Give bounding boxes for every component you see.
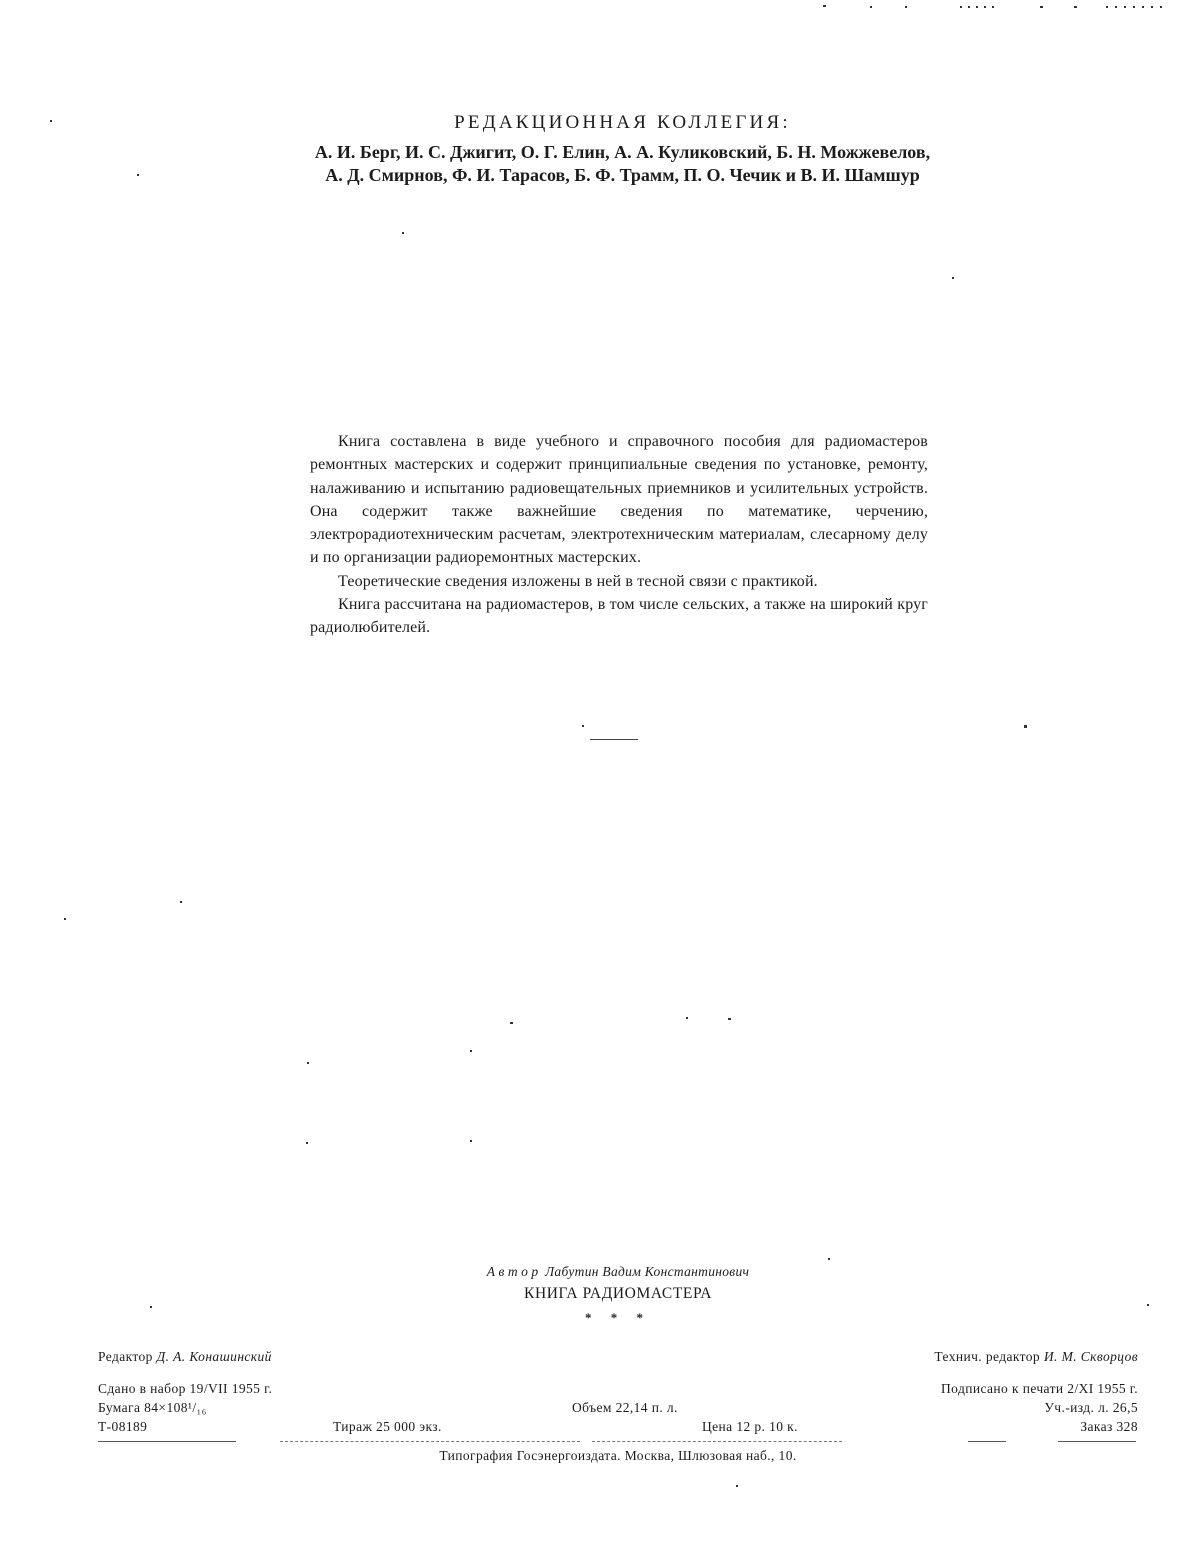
imprint-rule-5 (1058, 1441, 1136, 1442)
scan-speck (870, 6, 872, 8)
publisher-sheets: Уч.-изд. л. 26,5 (1044, 1400, 1138, 1415)
scan-speck (180, 901, 182, 903)
scan-speck (828, 1258, 830, 1260)
order-number: Заказ 328 (1080, 1419, 1138, 1434)
scan-speck (137, 174, 139, 176)
sent-to-set: Сдано в набор 19/VII 1955 г. (98, 1381, 273, 1396)
scan-speck (1040, 6, 1043, 8)
scan-speck (736, 1485, 738, 1487)
scan-speck (960, 6, 1000, 8)
scan-speck (50, 120, 52, 122)
print-run: Тираж 25 000 экз. (333, 1419, 442, 1434)
editor-credit (98, 1349, 272, 1365)
scan-speck (1074, 6, 1077, 8)
editor-name: Д. А. Конашинский (156, 1349, 272, 1364)
book-annotation (310, 430, 928, 640)
scan-speck (952, 277, 954, 279)
scan-speck (307, 1062, 309, 1064)
scan-speck (64, 918, 66, 920)
imprint-rule-4 (968, 1441, 1006, 1442)
tech-editor-name: И. М. Скворцов (1043, 1349, 1138, 1364)
imprint-rule-3 (592, 1441, 842, 1442)
scan-speck (510, 1022, 513, 1024)
scan-speck (1147, 1304, 1149, 1306)
annotation-paragraph-2: Теоретические сведения изложены в ней в тесной связи с практикой. (338, 572, 818, 590)
editorial-board-heading: РЕДАКЦИОННАЯ КОЛЛЕГИЯ: (454, 112, 791, 133)
scan-speck (1106, 6, 1168, 8)
scan-speck (150, 1306, 152, 1308)
section-divider (590, 739, 638, 740)
catalog-code: Т-08189 (98, 1419, 148, 1434)
scan-speck (470, 1140, 472, 1142)
scan-speck (582, 725, 584, 727)
imprint-rule-1 (98, 1441, 236, 1442)
printing-house: Типография Госэнергоиздата. Москва, Шлюзовая наб., 10. (439, 1448, 797, 1463)
scan-speck (905, 6, 907, 8)
author-line (0, 1264, 1200, 1280)
scan-speck (686, 1017, 688, 1019)
scan-speck (470, 1050, 472, 1052)
editorial-board-members-line-2: А. Д. Смирнов, Ф. И. Тарасов, Б. Ф. Трамм, П. О. Чечик и В. И. Шамшур (325, 165, 920, 185)
tech-editor-label: Технич. редактор (934, 1349, 1041, 1364)
paper-format: Бумага 84×108¹/₁₆ (98, 1400, 207, 1415)
signed-to-print: Подписано к печати 2/XI 1955 г. (941, 1381, 1138, 1396)
price: Цена 12 р. 10 к. (702, 1419, 798, 1434)
scan-speck (728, 1018, 731, 1020)
scan-speck (402, 232, 404, 234)
print-volume: Объем 22,14 п. л. (572, 1400, 678, 1415)
scan-speck (1024, 725, 1027, 728)
imprint-rule-2 (280, 1441, 580, 1442)
book-title: КНИГА РАДИОМАСТЕРА (524, 1285, 712, 1302)
scan-speck (306, 1142, 308, 1144)
editorial-board-members-line-1: А. И. Берг, И. С. Джигит, О. Г. Елин, А. А. Куликовский, Б. Н. Можжевелов, (314, 142, 931, 162)
editor-label: Редактор (98, 1349, 153, 1364)
scan-speck (823, 5, 826, 7)
decorative-stars: * * * (585, 1310, 651, 1325)
annotation-paragraph-3: Книга рассчитана на радиомастеров, в том числе сельских, а также на широкий круг радиолюбителей. (310, 596, 928, 637)
author-name: Лабутин Вадим Константинович (544, 1264, 750, 1279)
annotation-paragraph-1: Книга составлена в виде учебного и справочного пособия для радиомастеров ремонтных мастерских и содержит принципиальные сведения по установке, ремонту, налаживанию и испытанию радиовещательных приемников и усилительных устройств. Она содержит также важнейшие сведения по математике, черчению, электрорадиотехническим расчетам, электротехническим материалам, слесарному делу и по организации радиоремонтных мастерских. (310, 433, 928, 567)
author-label: Автор (486, 1264, 542, 1279)
tech-editor-credit (934, 1349, 1138, 1365)
